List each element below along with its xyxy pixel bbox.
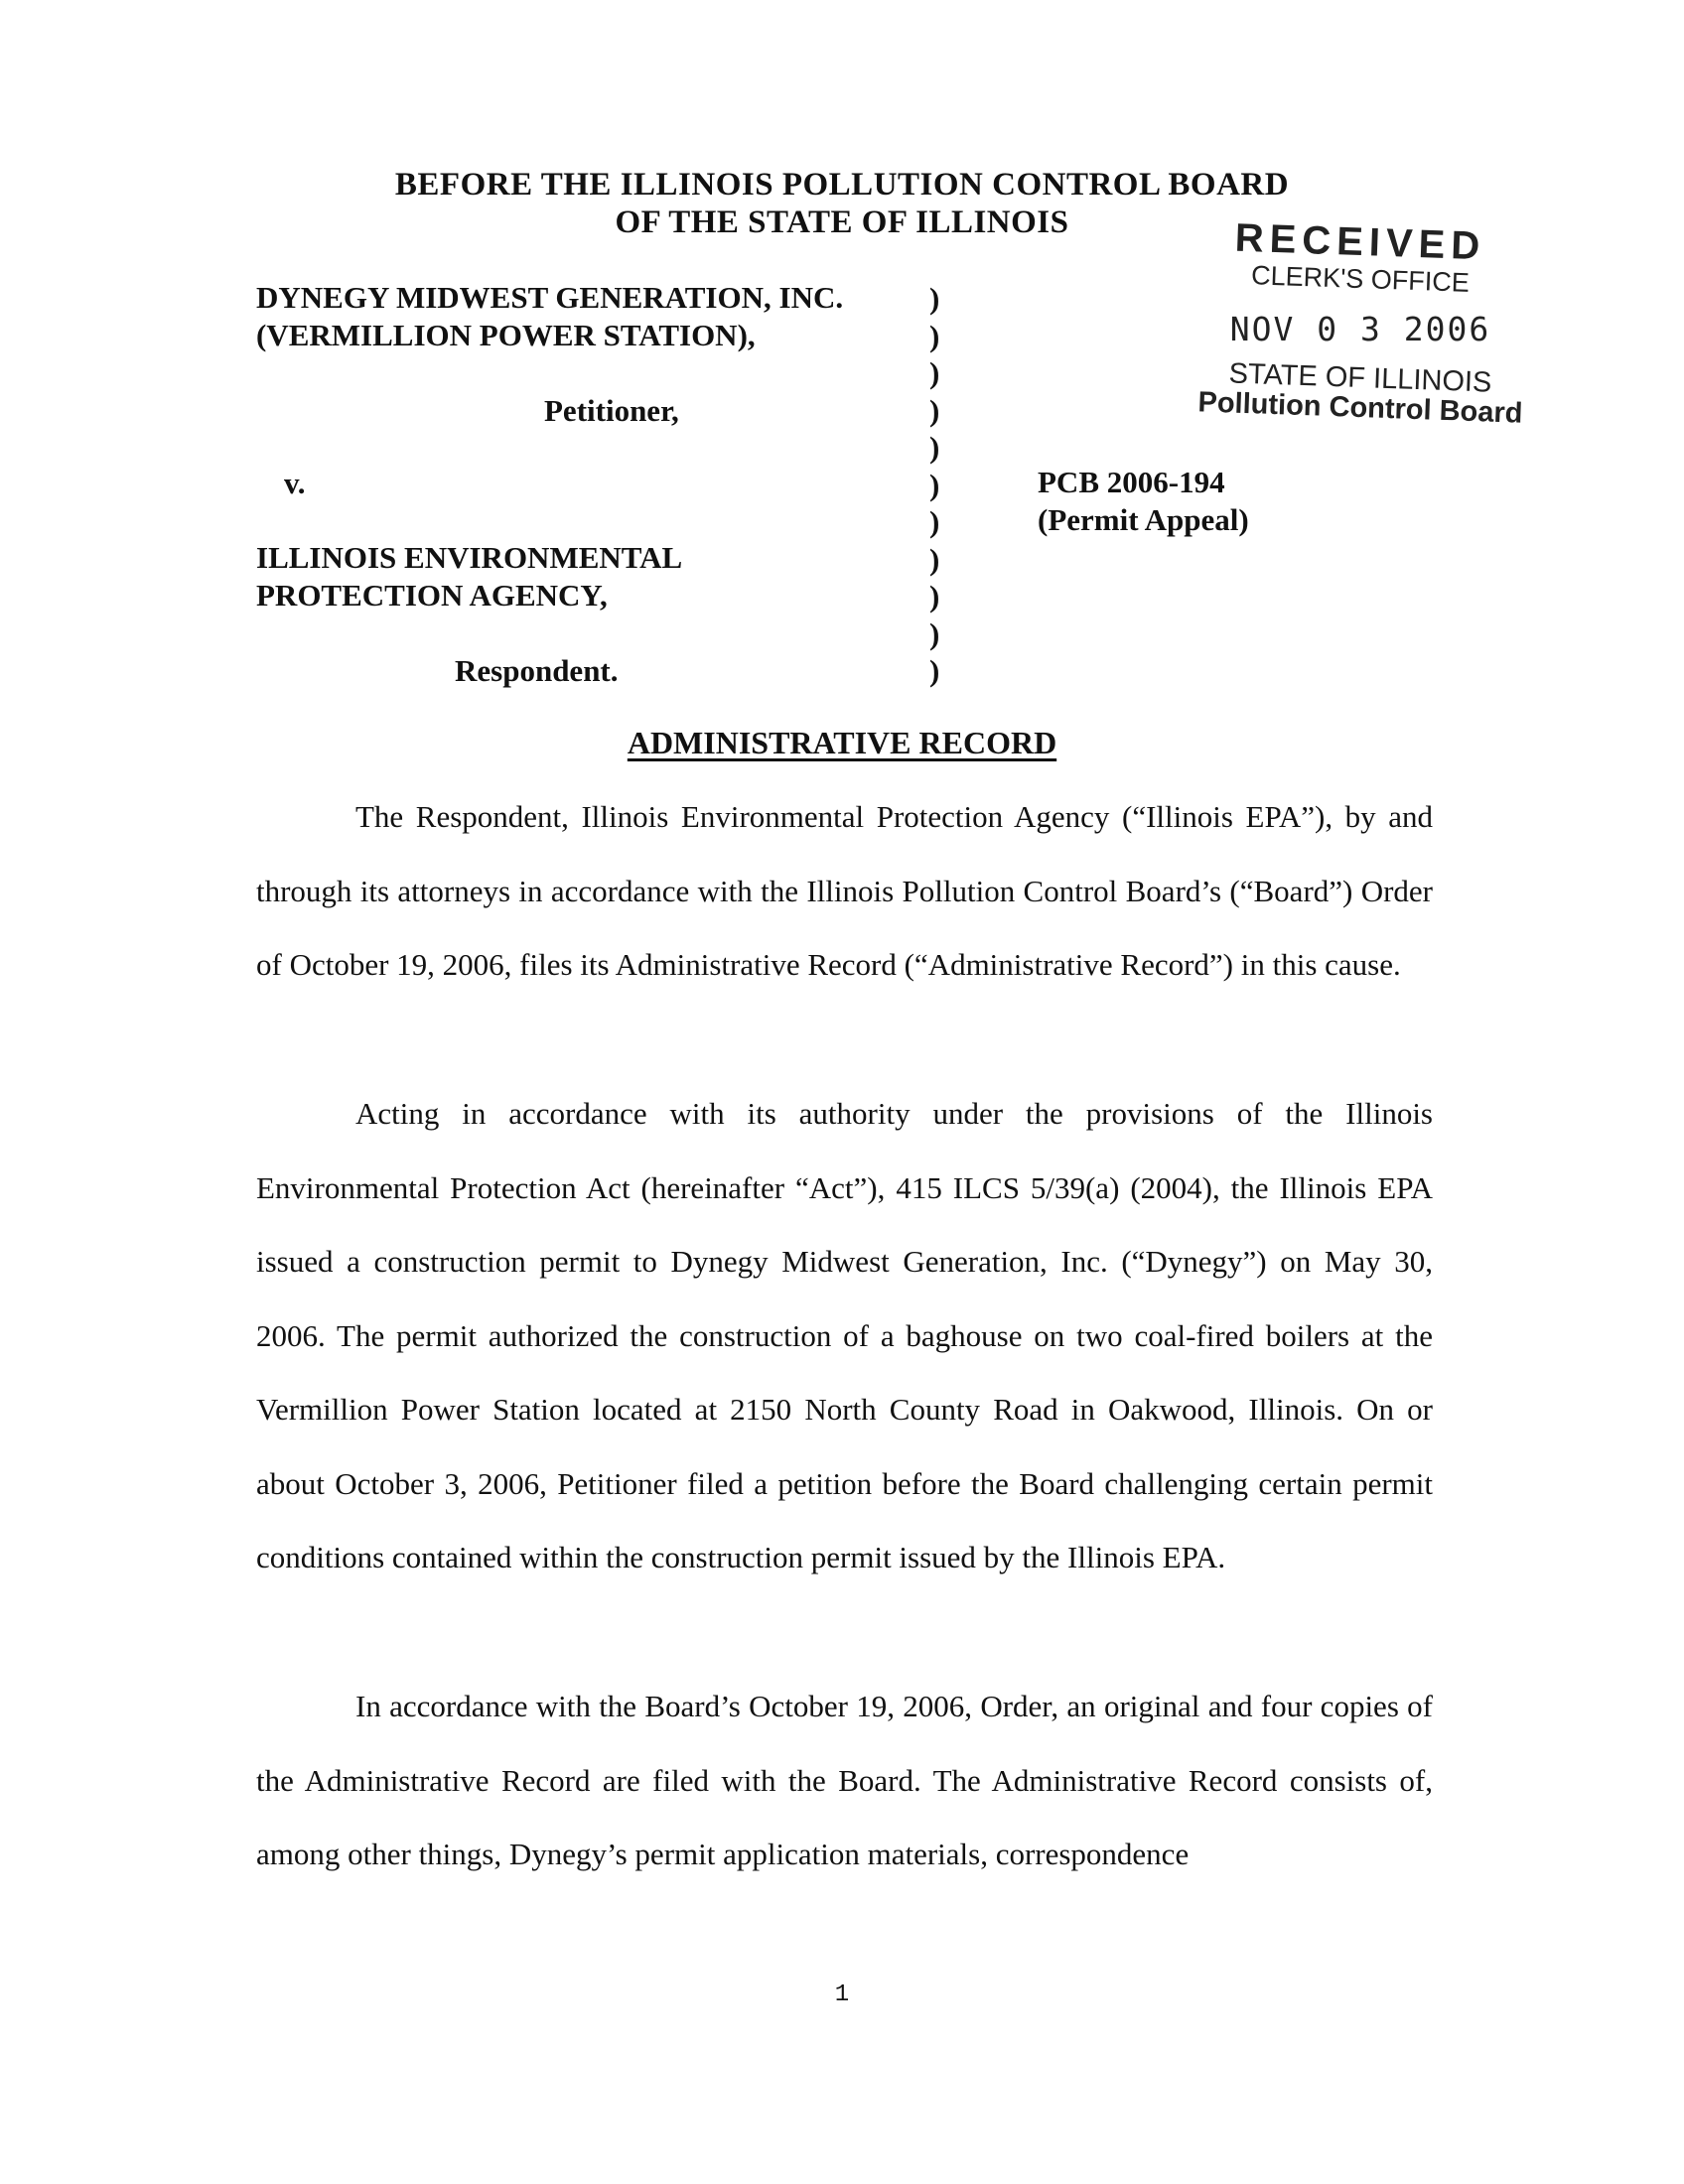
stamp-office: CLERK'S OFFICE: [1250, 260, 1471, 298]
respondent-name-line-2: PROTECTION AGENCY,: [256, 578, 608, 613]
court-heading-line-1: BEFORE THE ILLINOIS POLLUTION CONTROL BOARD: [394, 167, 1290, 203]
body-paragraph-2: Acting in accordance with its authority under the provisions of the Illinois Environmental Protection Act (hereinafter “Act”), 415 ILCS 5/39(a) (2004), the Illinois EPA issued a construction permit to Dynegy Midwest Generation, Inc. (“Dynegy”) on May 30, 2006. The permit authorized the construction of a baghouse on two coal-fired boilers at the Vermillion Power Station located at 2150 North County Road in Oakwood, Illinois. On or about October 3, 2006, Petitioner filed a petition before the Board challenging certain permit conditions contained within the construction permit issued by the Illinois EPA.: [256, 1096, 1433, 1574]
respondent-name-line-1: ILLINOIS ENVIRONMENTAL: [256, 540, 683, 575]
case-number-block: [1038, 464, 1249, 539]
page-number: 1: [834, 1981, 850, 2008]
stamp-board: Pollution Control Board: [1197, 386, 1523, 430]
court-heading-line-2: OF THE STATE OF ILLINOIS: [615, 205, 1069, 240]
stamp-received: RECEIVED: [1234, 215, 1486, 269]
stamp-date: NOV 0 3 2006: [1229, 310, 1491, 348]
petitioner-name-line-1: DYNEGY MIDWEST GENERATION, INC.: [256, 280, 844, 315]
case-number: PCB 2006-194: [1038, 465, 1225, 499]
petitioner-role: Petitioner,: [544, 393, 679, 428]
petitioner-name-line-2: (VERMILLION POWER STATION),: [256, 318, 756, 352]
received-stamp: [1172, 215, 1549, 430]
body-paragraph-1: The Respondent, Illinois Environmental Protection Agency (“Illinois EPA”), by and through its attorneys in accordance with the Illinois Pollution Control Board’s (“Board”) Order of October 19, 2006, files its Administrative Record (“Administrative Record”) in this cause.: [256, 799, 1433, 982]
case-type: (Permit Appeal): [1038, 502, 1249, 537]
document-title-text: ADMINISTRATIVE RECORD: [627, 725, 1057, 760]
respondent-role: Respondent.: [455, 653, 619, 688]
caption-parentheses: ) ) ) ) ) ) ) ) ) ) ): [929, 281, 940, 688]
versus-label: v.: [284, 466, 306, 500]
body-paragraph-3: In accordance with the Board’s October 19, 2006, Order, an original and four copies of the Administrative Record are filed with the Board. The Administrative Record consists of, among other things, Dynegy’s permit application materials, correspondence: [256, 1689, 1433, 1871]
document-title: [0, 723, 1684, 762]
stamp-state: STATE OF ILLINOIS: [1228, 357, 1492, 399]
